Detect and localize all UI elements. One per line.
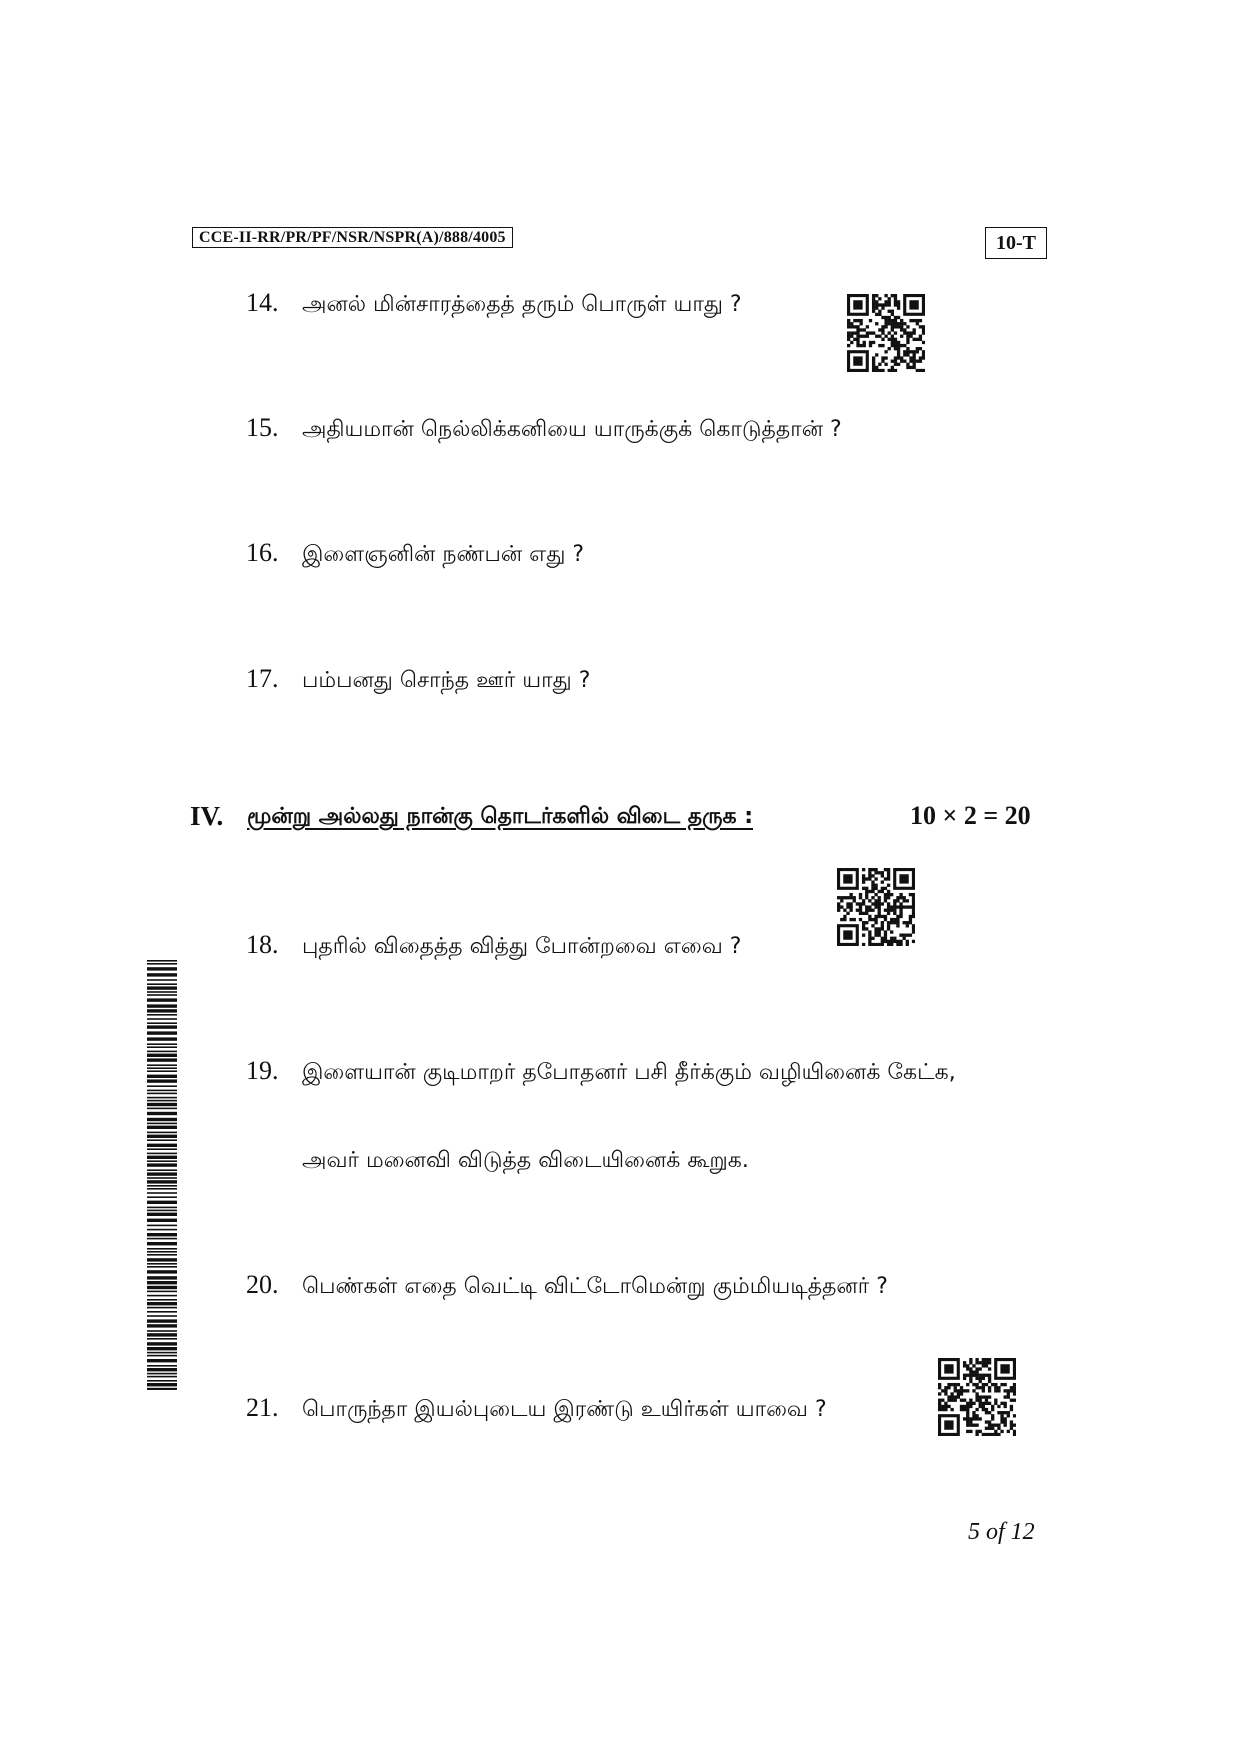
question-text: பம்பனது சொந்த ஊர் யாது ? bbox=[302, 668, 591, 693]
question-number: 18. bbox=[246, 930, 279, 959]
barcode-icon bbox=[147, 960, 177, 1390]
question-17 bbox=[246, 664, 590, 696]
question-number: 14. bbox=[246, 288, 279, 317]
question-21 bbox=[246, 1393, 827, 1425]
section-number: IV. bbox=[190, 801, 224, 831]
page-number: 5 of 12 bbox=[968, 1519, 1035, 1545]
question-15 bbox=[246, 413, 842, 445]
section-heading bbox=[190, 801, 223, 832]
question-18 bbox=[246, 930, 741, 962]
question-number: 20. bbox=[246, 1270, 279, 1299]
question-14 bbox=[246, 288, 742, 320]
question-text: இளைஞனின் நண்பன் எது ? bbox=[302, 542, 585, 567]
question-number: 17. bbox=[246, 664, 279, 693]
question-text: இளையான் குடிமாறர் தபோதனர் பசி தீர்க்கும் வழியினைக் கேட்க, bbox=[302, 1060, 956, 1085]
question-number: 21. bbox=[246, 1393, 279, 1422]
question-19-continuation: அவர் மனைவி விடுத்த விடையினைக் கூறுக. bbox=[302, 1148, 749, 1173]
qr-code-icon bbox=[837, 868, 915, 946]
question-text: அனல் மின்சாரத்தைத் தரும் பொருள் யாது ? bbox=[302, 292, 742, 317]
question-text: பெண்கள் எதை வெட்டி விட்டோமென்று கும்மியடித்தனர் ? bbox=[302, 1274, 888, 1299]
question-number: 15. bbox=[246, 413, 279, 442]
qr-code-icon bbox=[847, 294, 925, 372]
qr-code-icon bbox=[938, 1358, 1016, 1436]
question-20 bbox=[246, 1270, 888, 1302]
question-16 bbox=[246, 538, 584, 570]
question-number: 19. bbox=[246, 1056, 279, 1085]
section-marks-wrap bbox=[910, 801, 1031, 831]
paper-code: CCE-II-RR/PR/PF/NSR/NSPR(A)/888/4005 bbox=[192, 227, 513, 248]
subject-code: 10-T bbox=[985, 227, 1047, 259]
question-text: பொருந்தா இயல்புடைய இரண்டு உயிர்கள் யாவை ? bbox=[302, 1397, 827, 1422]
question-19 bbox=[246, 1056, 956, 1088]
question-text: புதரில் விதைத்த வித்து போன்றவை எவை ? bbox=[302, 934, 742, 959]
section-marks: 10 × 2 = 20 bbox=[910, 801, 1031, 830]
question-text: அதியமான் நெல்லிக்கனியை யாருக்குக் கொடுத்தான் ? bbox=[302, 417, 842, 442]
section-title-wrap bbox=[247, 804, 753, 832]
question-number: 16. bbox=[246, 538, 279, 567]
section-title: மூன்று அல்லது நான்கு தொடர்களில் விடை தருக : bbox=[247, 804, 754, 829]
